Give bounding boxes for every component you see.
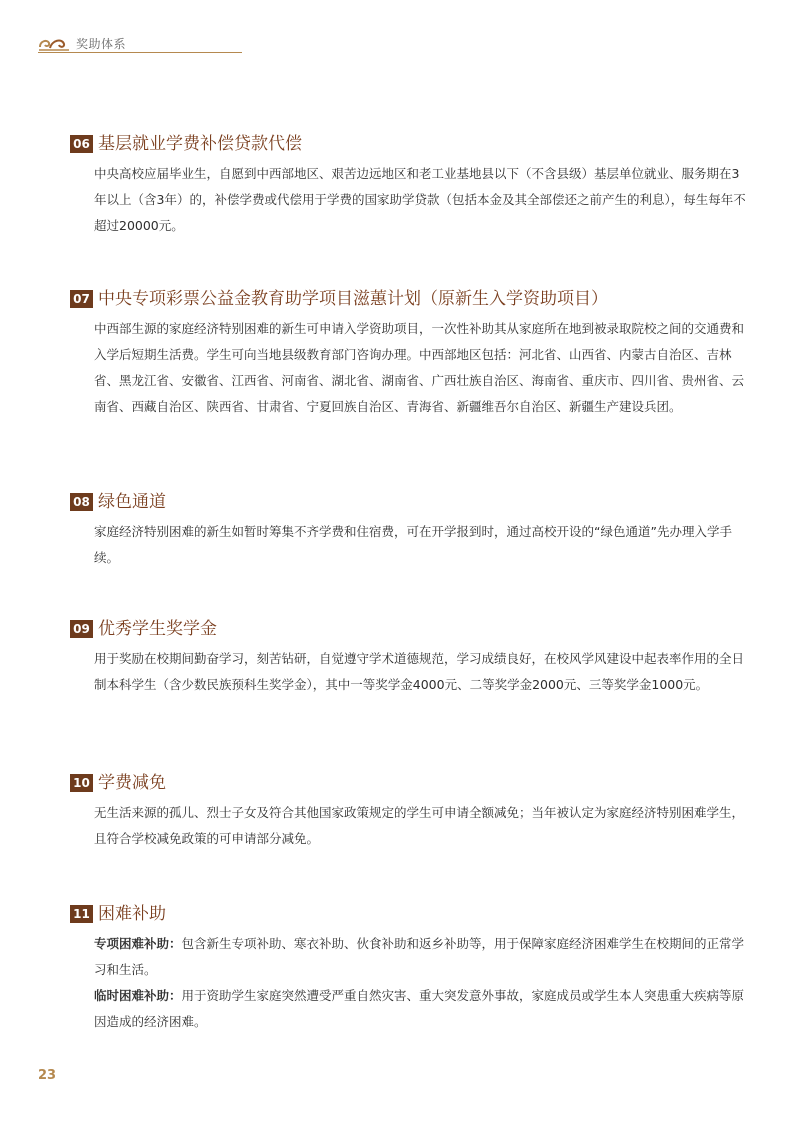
section-paragraph: 中央高校应届毕业生，自愿到中西部地区、艰苦边远地区和老工业基地县以下（不含县级）基层单位就业、服务期在3年以上（含3年）的，补偿学费或代偿用于学费的国家助学贷款（包括本金及其全部偿还之前产生的利息），每生每年不超过20000元。: [94, 166, 746, 233]
section-number: 07: [70, 290, 93, 308]
section-paragraph: 中西部生源的家庭经济特别困难的新生可申请入学资助项目，一次性补助其从家庭所在地到被录取院校之间的交通费和入学后短期生活费。学生可向当地县级教育部门咨询办理。中西部地区包括：河北省、山西省、内蒙古自治区、吉林省、黑龙江省、安徽省、江西省、河南省、湖北省、湖南省、广西壮族自治区、海南省、重庆市、四川省、贵州省、云南省、西藏自治区、陕西省、甘肃省、宁夏回族自治区、青海省、新疆维吾尔自治区、新疆生产建设兵团。: [94, 321, 745, 414]
subsidy-item-label: 临时困难补助：: [94, 988, 182, 1003]
page-header: [38, 34, 242, 54]
header-divider: [38, 52, 242, 53]
subsidy-item: [94, 931, 750, 983]
section-paragraph: 用于奖励在校期间勤奋学习，刻苦钻研，自觉遵守学术道德规范，学习成绩良好，在校风学风建设中起表率作用的全日制本科学生（含少数民族预科生奖学金），其中一等奖学金4000元、二等奖学金2000元、三等奖学金1000元。: [94, 651, 745, 692]
section-08: [70, 490, 750, 571]
section-title: 基层就业学费补偿贷款代偿: [98, 134, 302, 154]
section-10: [70, 771, 750, 852]
section-07: [70, 287, 750, 420]
section-number: 09: [70, 620, 93, 638]
subsidy-item: [94, 983, 750, 1035]
section-title: 困难补助: [98, 904, 166, 924]
section-title: 中央专项彩票公益金教育助学项目滋蕙计划（原新生入学资助项目）: [98, 289, 608, 309]
section-11: [70, 902, 750, 1035]
subsidy-item-text: 用于资助学生家庭突然遭受严重自然灾害、重大突发意外事故，家庭成员或学生本人突患重大疾病等原因造成的经济困难。: [94, 988, 745, 1029]
section-06: [70, 132, 750, 239]
section-09: [70, 617, 750, 698]
page-number: 23: [38, 1068, 57, 1083]
section-number: 10: [70, 774, 93, 792]
section-paragraph: 家庭经济特别困难的新生如暂时筹集不齐学费和住宿费，可在开学报到时，通过高校开设的“绿色通道”先办理入学手续。: [94, 524, 732, 565]
section-number: 11: [70, 905, 93, 923]
subsidy-item-text: 包含新生专项补助、寒衣补助、伙食补助和返乡补助等，用于保障家庭经济困难学生在校期间的正常学习和生活。: [94, 936, 745, 977]
section-title: 优秀学生奖学金: [98, 619, 217, 639]
section-paragraph: 无生活来源的孤儿、烈士子女及符合其他国家政策规定的学生可申请全额减免；当年被认定为家庭经济特别困难学生，且符合学校减免政策的可申请部分减免。: [94, 805, 745, 846]
section-number: 08: [70, 493, 93, 511]
subsidy-item-label: 专项困难补助：: [94, 936, 182, 951]
section-title: 学费减免: [98, 773, 166, 793]
header-title: 奖助体系: [76, 37, 127, 51]
cloud-swirl-icon: [38, 35, 70, 51]
section-title: 绿色通道: [98, 492, 166, 512]
section-number: 06: [70, 135, 93, 153]
